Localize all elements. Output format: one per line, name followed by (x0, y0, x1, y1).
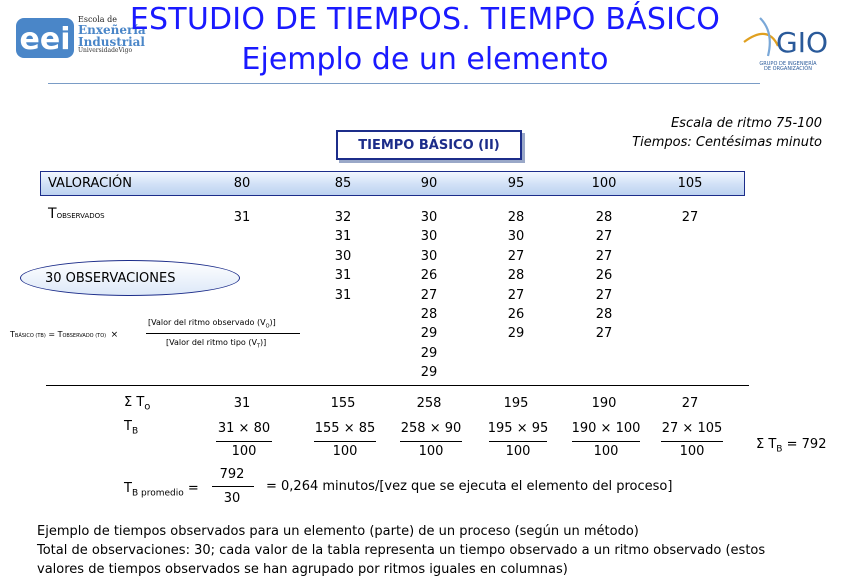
sum-cell: 31 (233, 396, 251, 411)
formula-fraction-line (146, 333, 300, 334)
formula-eq: = T (48, 330, 63, 339)
note-line-1: Ejemplo de tiempos observados para un elemento (parte) de un proceso (según un método) (37, 524, 639, 539)
tb-denominator: 100 (418, 444, 444, 459)
observation-cell: 27 (595, 287, 613, 303)
tb-fraction-line (400, 441, 462, 442)
tb-numerator: 155 × 85 (314, 421, 376, 436)
observation-cell: 29 (420, 326, 438, 342)
observations-label: 30 OBSERVACIONES (45, 270, 176, 286)
formula-numerator-end: )] (269, 318, 276, 327)
tb-denominator: 100 (505, 444, 531, 459)
formula-lhs-main: T (10, 330, 15, 339)
formula-rhs-sub: OBSERVADO (TO) (62, 333, 107, 339)
scale-info-line1: Escala de ritmo 75-100 (670, 116, 822, 131)
observed-label (48, 206, 105, 222)
observation-cell: 27 (681, 210, 699, 225)
observation-cell: 29 (420, 365, 438, 381)
rating-cell: 85 (334, 176, 352, 191)
section-title-box (336, 130, 522, 160)
observed-label-sub: OBSERVADOS (56, 212, 105, 220)
sum-cell: 258 (416, 396, 442, 411)
formula-denominator-text: [Valor del ritmo tipo (V (166, 338, 257, 347)
tb-denominator: 100 (231, 444, 257, 459)
sum-cell: 27 (681, 396, 699, 411)
formula-numerator-text: [Valor del ritmo observado (V (148, 318, 266, 327)
table-separator (46, 385, 749, 386)
observation-cell: 28 (507, 210, 525, 225)
tb-label (124, 419, 138, 437)
section-title: TIEMPO BÁSICO (II) (358, 137, 500, 153)
tb-denominator: 100 (679, 444, 705, 459)
rating-cell: 80 (233, 176, 251, 191)
tb-label-main: T (124, 419, 132, 434)
rating-cell: 95 (507, 176, 525, 191)
observation-cell: 28 (595, 210, 613, 225)
eei-logo (14, 14, 146, 62)
scale-info-line2: Tiempos: Centésimas minuto (632, 135, 822, 150)
rating-cell: 90 (420, 176, 438, 191)
tb-denominator: 100 (593, 444, 619, 459)
observation-cell: 28 (420, 307, 438, 322)
average-eq: = (187, 481, 199, 496)
page-subtitle: Ejemplo de un elemento (241, 42, 609, 77)
sum-label (124, 395, 150, 413)
eei-logo-line1: Escola de (78, 15, 117, 24)
average-label (124, 481, 199, 499)
observation-cell: 30 (507, 229, 525, 245)
tb-label-sub: B (131, 426, 139, 437)
sum-cell: 195 (503, 396, 529, 411)
gio-logo-mark (738, 12, 838, 62)
observation-cell: 30 (420, 248, 438, 264)
formula-numerator-sub: O (265, 323, 270, 330)
observation-cell: 31 (334, 229, 352, 245)
sum-label-sub: o (144, 401, 151, 413)
svg-text:GIO: GIO (776, 26, 828, 59)
average-result: = 0,264 minutos/[vez que se ejecuta el elemento del proceso] (266, 479, 673, 494)
tb-total-label: Σ T (756, 437, 777, 452)
rating-cell: 100 (591, 176, 617, 191)
sum-cell: 190 (591, 396, 617, 411)
tb-fraction-line (489, 441, 547, 442)
tb-numerator: 31 × 80 (217, 421, 271, 436)
valoracion-bar (40, 171, 745, 196)
tb-denominator: 100 (332, 444, 358, 459)
observations-ellipse (20, 260, 240, 296)
observation-cell: 28 (507, 268, 525, 284)
observation-cell: 29 (507, 326, 525, 342)
note-line-3: valores de tiempos observados se han agrupado por ritmos iguales en columnas) (37, 562, 568, 577)
observation-cell: 26 (595, 268, 613, 284)
formula-times: × (110, 330, 119, 340)
tb-total (756, 437, 826, 455)
average-denominator: 30 (223, 491, 241, 506)
eei-logo-line4: UniversidadeVigo (78, 47, 133, 54)
average-label-sub: B promedio (131, 488, 184, 499)
formula-denominator-end: )] (260, 338, 267, 347)
tb-fraction-line (572, 441, 640, 442)
observation-cell: 26 (420, 268, 438, 284)
eei-logo-line2: Enxeñería (78, 23, 146, 37)
observation-cell: 27 (420, 287, 438, 303)
observation-cell: 28 (595, 307, 613, 322)
gio-logo-sub1: GRUPO DE INGENIERÍA (759, 61, 817, 67)
tb-numerator: 195 × 95 (487, 421, 549, 436)
page-title: ESTUDIO DE TIEMPOS. TIEMPO BÁSICO (129, 2, 721, 37)
observation-cell: 31 (233, 210, 251, 225)
observation-cell: 27 (595, 248, 613, 264)
observation-cell: 32 (334, 210, 352, 225)
formula-lhs (10, 330, 118, 340)
tb-fraction-line (216, 441, 272, 442)
tb-fraction-line (661, 441, 723, 442)
observation-cell: 29 (420, 345, 438, 361)
observation-cell: 27 (595, 326, 613, 342)
average-numerator: 792 (219, 467, 245, 482)
gio-logo (738, 12, 838, 78)
tb-total-sub: B (776, 444, 783, 455)
formula-numerator (148, 318, 276, 330)
observation-cell: 31 (334, 268, 352, 284)
tb-numerator: 190 × 100 (571, 421, 641, 436)
sum-cell: 155 (330, 396, 356, 411)
observation-cell: 31 (334, 287, 352, 303)
observation-cell: 27 (507, 248, 525, 264)
observation-cell: 27 (595, 229, 613, 245)
tb-fraction-line (314, 441, 376, 442)
svg-text:eei: eei (19, 22, 71, 57)
sum-label-main: Σ T (124, 395, 145, 410)
header-rule (48, 83, 760, 84)
eei-logo-line3: Industrial (78, 35, 145, 49)
gio-logo-sub2: DE ORGANIZACIÓN (764, 66, 812, 73)
average-fraction-line (212, 486, 254, 487)
observation-cell: 30 (420, 210, 438, 225)
observation-cell: 26 (507, 307, 525, 322)
formula-lhs-sub: BÁSICO (TB) (14, 333, 46, 339)
formula-denominator-sub: T (256, 343, 260, 350)
tb-total-value: = 792 (786, 437, 827, 452)
tb-numerator: 27 × 105 (661, 421, 723, 436)
formula-denominator (166, 338, 266, 350)
observation-cell: 30 (334, 248, 352, 264)
rating-cell: 105 (677, 176, 703, 191)
observation-cell: 27 (507, 287, 525, 303)
note-line-2: Total de observaciones: 30; cada valor de la tabla representa un tiempo observado a un ritmo observado (estos (37, 543, 766, 558)
observed-label-main: T (48, 206, 57, 222)
valoracion-label: VALORACIÓN (48, 176, 133, 191)
observation-cell: 30 (420, 229, 438, 245)
average-label-main: T (124, 481, 132, 496)
tb-numerator: 258 × 90 (400, 421, 462, 436)
